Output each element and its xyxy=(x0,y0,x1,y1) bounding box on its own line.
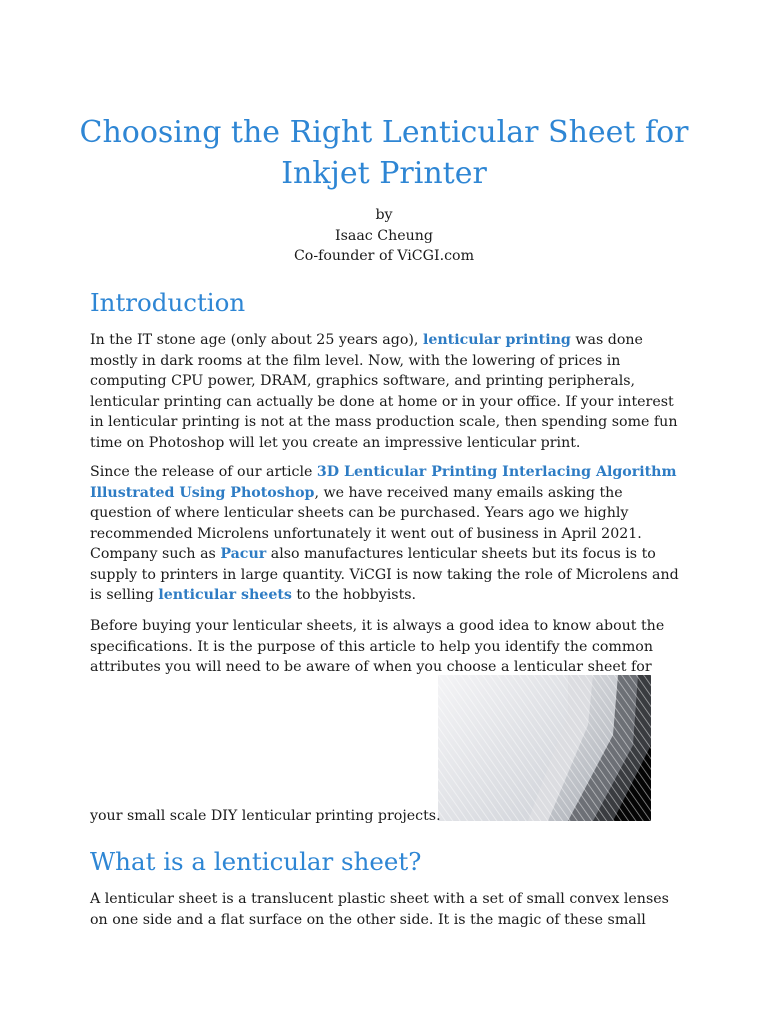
byline-author: Isaac Cheung xyxy=(334,227,433,244)
document-title: Choosing the Right Lenticular Sheet for Inkjet Printer xyxy=(79,115,689,191)
introduction-heading: Introduction xyxy=(90,288,246,317)
byline xyxy=(160,205,608,267)
lenticular-printing-link[interactable]: lenticular printing xyxy=(422,332,571,348)
section2-paragraph-1: A lenticular sheet is a translucent plastic sheet with a set of small convex lenses on one side and a flat surface on the other side. It is the magic of these small xyxy=(90,891,669,928)
intro-p1-text-before: In the IT stone age (only about 25 years ago), xyxy=(90,332,423,348)
interlacing-article-link[interactable]: 3D Lenticular Printing Interlacing Algorithm Illustrated Using Photoshop xyxy=(90,464,677,501)
pacur-link[interactable]: Pacur xyxy=(220,546,267,562)
lenticular-sheets-link[interactable]: lenticular sheets xyxy=(158,587,292,603)
intro-p2-text-before: Since the release of our article xyxy=(90,464,317,480)
intro-p2-text-mid1: , we have received many emails asking the question of where lenticular sheets can be purchased. Years ago we highly recommended Microlens unfortunately it went out of business in April 2021. Company such as xyxy=(90,484,642,562)
intro-paragraph-2 xyxy=(90,462,682,606)
byline-role: Co-founder of ViCGI.com xyxy=(293,248,475,264)
intro-p2-text-mid2: also manufactures lenticular sheets but its focus is to supply to printers in large quantity. ViCGI is now taking the role of Microlens and is selling xyxy=(90,546,679,603)
lenticular-sheets-photo xyxy=(438,675,651,821)
intro-p2-text-after: to the hobbyists. xyxy=(291,587,417,603)
byline-by: by xyxy=(375,207,393,223)
intro-p1-text-after: was done mostly in dark rooms at the film level. Now, with the lowering of prices in computing CPU power, DRAM, graphics software, and printing peripherals, lenticular printing can actually be done at home or in your office. If your interest in lenticular printing is not at the mass production scale, then spending some fun time on Photoshop will let you create an impressive lenticular print. xyxy=(90,332,678,451)
intro-paragraph-1 xyxy=(90,330,682,453)
lenticular-sheet-heading: What is a lenticular sheet? xyxy=(90,847,422,876)
intro-paragraph-3-last-line: your small scale DIY lenticular printing projects. xyxy=(90,808,441,824)
intro-paragraph-3: Before buying your lenticular sheets, it is always a good idea to know about the specifications. It is the purpose of this article to help you identify the common attributes you will need to be aware of when you choose a lenticular sheet for xyxy=(90,618,665,675)
